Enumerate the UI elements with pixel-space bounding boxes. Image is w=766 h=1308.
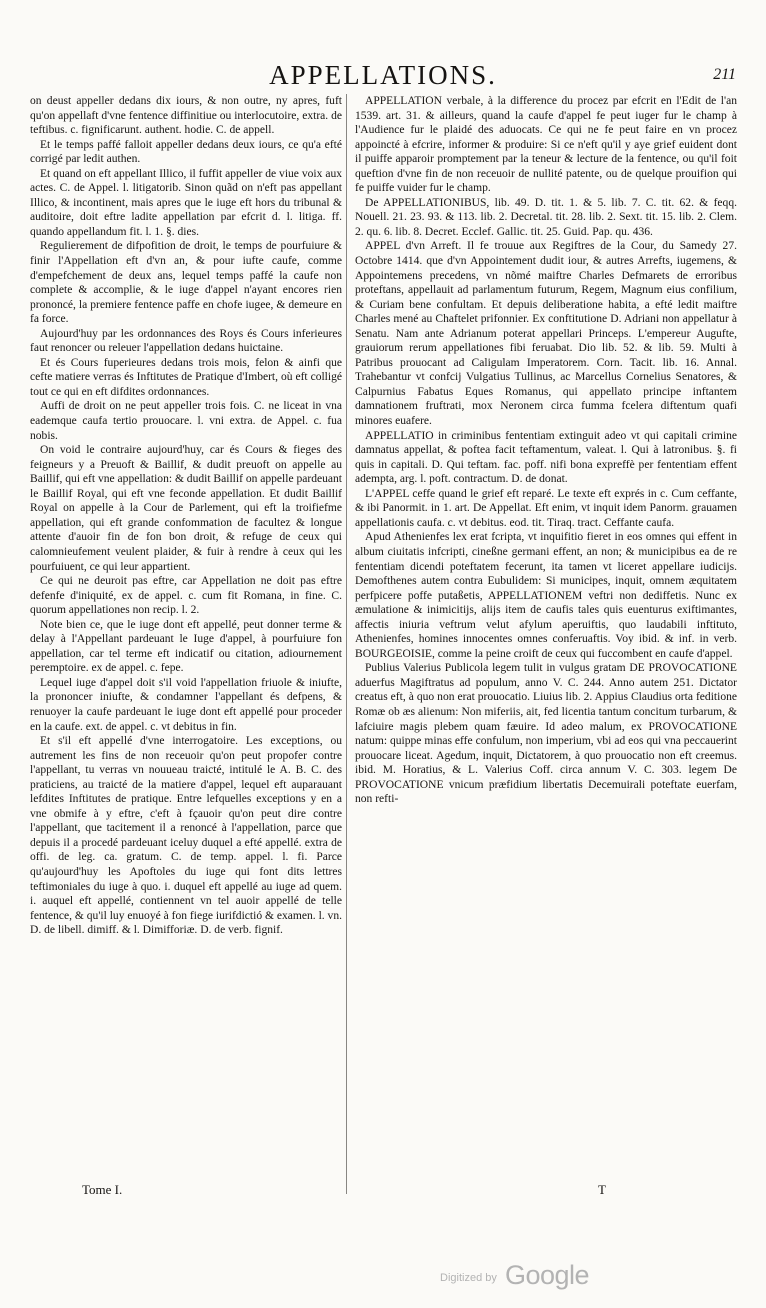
- paragraph: Note bien ce, que le iuge dont eft appellé, peut donner terme & delay à l'Appellant pardeuant le Iuge d'appel, à pourfuiure fon appellation, car tel terme eft indicatif ou citation, adiournement peremptoire. ex de appel. c. fepe.: [30, 618, 342, 675]
- running-header: [30, 60, 736, 90]
- paragraph: Lequel iuge d'appel doit s'il void l'appellation friuole & iniufte, la prononcer iniufte, & condamner l'appellant és defpens, & renuoyer la caufe pardeuant le iuge dont eft appellé pour proceder en la caufe. ext. de appel. c. vt debitus in fin.: [30, 676, 342, 733]
- page-number: 211: [713, 66, 736, 83]
- paragraph: Et és Cours fuperieures dedans trois mois, felon & ainfi que cefte matiere verras és Inftitutes de Pratique d'Imbert, où eft colligé tout ce qui en eft difdites ordonnances.: [30, 356, 342, 398]
- paragraph: APPELLATION verbale, à la difference du procez par efcrit en l'Edit de l'an 1539. art. 31. & ailleurs, quand la caufe d'appel fe peut iuger fur le champ à l'Audience fur le plaidé des aduocats. Ce qui ne fe peut faire en vn procez appoincté à efcrire, informer & produire: Si ce n'eft qu'il y aye grief euident dont il puiffe apparoir promptement par la teneur & lecture de la fentence, ou qu'il foit queftion d'vne fin de non receuoir de nullité patente, ou de quelque prouifion qui fe puiffe vuider fur le champ.: [355, 95, 737, 195]
- paragraph: Publius Valerius Publicola legem tulit in vulgus gratam DE PROVOCATIONE aduerfus Magiftratus ad populum, anno V. C. 244. Anno autem 251. Dictator creatus eft, à quo non erat prouocatio. Liuius lib. 2. Appius Claudius orta feditione Romæ ob æs alienum: Non miferiis, ait, fed licentia tantum concitum turbarum, & lafciuire magis plebem quam fæuire. Id adeo malum, ex PROVOCATIONE natum: quippe minas effe confulum, non imperium, vbi ad eos qui vna peccauerint prouocare liceat. Agedum, inquit, Dictatorem, à quo prouocatio non eft creemus. ibid. M. Horatius, & L. Valerius Coff. circa annum V. C. 303. legem De PROVOCATIONE vnicum præfidium libertatis Decemuirali poteftate euerfam, non refti-: [355, 662, 737, 806]
- page-footer: [30, 1182, 736, 1202]
- page-title: APPELLATIONS.: [269, 60, 497, 90]
- digitization-watermark: [440, 1262, 620, 1292]
- paragraph: Et quand on eft appellant Illico, il fuffit appeller de viue voix aux actes. C. de Appel. l. litigatorib. Sinon quãd on n'eft pas appellant Illico, & incontinent, mais apres que le iuge eft hors du tribunal & auditoire, doit eftre ladite appellation par efcrit d. l. litiga. ff. quando appellandum fit. l. 1. §. dies.: [30, 167, 342, 238]
- signature-mark: T: [598, 1182, 606, 1197]
- paragraph: Ce qui ne deuroit pas eftre, car Appellation ne doit pas eftre defenfe d'iniquité, ex de appel. c. cum fit Romana, in fine. C. quorum appellationes non recip. l. 2.: [30, 575, 342, 617]
- paragraph: De APPELLATIONIBUS, lib. 49. D. tit. 1. & 5. lib. 7. C. tit. 62. & feqq. Nouell. 21. 23. 93. & 113. lib. 2. Decretal. tit. 28. lib. 2. Sext. tit. 15. lib. 2. Clem. 2. qu. 6. lib. 8. Decret. Ecclef. Gallic. tit. 25. Guid. Pap. qu. 436.: [355, 196, 737, 238]
- volume-label: Tome I.: [82, 1182, 123, 1197]
- paragraph: APPELLATIO in criminibus fententiam extinguit adeo vt qui capitali crimine damnatus appellat, & poftea facit teftamentum, valeat. l. Qui à latronibus. §. fi quis in capitali. D. Qui teftam. fac. poff. nifi bona expreffè per fententiam effent adempta, arg. l. poft. contractum. D. de donat.: [355, 429, 737, 486]
- paragraph: On void le contraire aujourd'huy, car és Cours & fieges des feigneurs y a Preuoft & Baillif, & dudit preuoft on appelle au Baillif, qui eft vne appellation: & dudit Baillif on appelle pardeuant le Baillif Royal, qui eft vne feconde appellation. Et dudit Baillif Royal on appelle à la Cour de Parlement, qui eft la troifiefme appellation, qui eft grande confommation de facultez & longue attente d'auoir fin de fon bon droit, & refuge de ceux qui calomnieufement veulent plaider, & fuir à rendre à ceux qui les pourfuiuent, ce qui leur appartient.: [30, 444, 343, 573]
- paragraph: Auffi de droit on ne peut appeller trois fois. C. ne liceat in vna eademque caufa tertio prouocare. l. vni extra. de Appel. c. fua nobis.: [30, 400, 342, 442]
- paragraph: L'APPEL ceffe quand le grief eft reparé. Le texte eft exprés in c. Cum ceffante, & ibi Panormit. in 1. art. De Appellat. Eft enim, vt inquit idem Panorm. grauamen appellationis caufa. c. vt debitus. eod. tit. Tiraq. tract. Ceffante caufa.: [355, 487, 737, 529]
- google-logo: Google: [505, 1260, 590, 1290]
- paragraph: Et s'il eft appellé d'vne interrogatoire. Les exceptions, ou autrement les fins de non receuoir qu'on peut propofer contre l'appellant, tu verras vn nouueau traicté, intitulé le A. B. C. des praticiens, au traicté de la matiere d'appel, lequel eft auparauant lefdites Inftitutes de pratique. Entre lefquelles exceptions y en a vne obmife à y eftre, c'eft à fçauoir qu'on peut dire contre l'appellant, que tacitement il a renoncé à l'appellation, parce que depuis il a procedé pardeuant iceluy duquel a efté appellé. extra de offi. de leg. ca. gratum. C. de temp. appel. l. fi. Parce qu'aujourd'huy les Apoftoles du iuge qui font dits lettres teftimoniales du iuge à quo. i. duquel eft appellé au iuge ad quem. i. auquel eft appellé, contiennent vn tel auoir appellé de telle fentence, & qu'il luy enuoyé à fon fiege iurifdictió & examen. l. vn. D. de libell. dimiff. & l. Dimifforiæ. D. de verb. fignif.: [30, 735, 342, 937]
- paragraph: Apud Athenienfes lex erat fcripta, vt inquifitio fieret in eos omnes qui effent in album ciuitatis infcripti, cineßne germani effent, an non; & municipibus ea de re fententiam dicendi poteftatem fecerunt, ita tamen vt liceret appellare iudicijs. Demofthenes autem contra Eubulidem: Si municipes, inquit, omnem æquitatem perfpicere poffe putaßetis, APPELLATIONEM veftri non dediffetis. Nunc ex æmulatione & inimicitijs, alijs item de caufis tales quis euenturus exiftimantes, affectis iniuria veftrum velut afylum aperuiftis, quo laudabili inftituto, Athenienfes, homines innocentes omnes conferuaftis. Voy ibid. & inf. in verb. BOURGEOISIE, comme la peine croift de ceux qui fuccombent en caufe d'appel.: [355, 531, 737, 660]
- paragraph: Aujourd'huy par les ordonnances des Roys és Cours inferieures faut renoncer ou releuer l'appellation dedans huictaine.: [30, 327, 342, 355]
- right-column: [355, 94, 737, 807]
- paragraph: Regulierement de difpofition de droit, le temps de pourfuiure & finir l'Appellation eft d'vn an, & pour iufte caufe, comme d'empefchement de deux ans, lequel temps paffé la caufe non complete & accomplie, & le iuge d'appel n'ayant encores rien prononcé, la premiere fentence paffe en chofe iugee, & demeure en fa force.: [30, 240, 342, 326]
- column-divider: [346, 94, 347, 1194]
- paragraph: Et le temps paffé falloit appeller dedans deux iours, ce qu'a efté corrigé par ledit authen.: [30, 138, 342, 166]
- left-column: [30, 94, 342, 938]
- paragraph: APPEL d'vn Arreft. Il fe trouue aux Regiftres de la Cour, du Samedy 27. Octobre 1414. que d'vn Appointement dudit iour, & autres Arrefts, iugemens, & Appointemens precedens, vn nõmé maiftre Charles Defmarets de erroribus proteftans, appellauit ad parlamentum futurum, Regem, Magnum eius confilium, & Curiam bene confultam. Et depuis deliberatione habita, a efté ledit maiftre Charles mené au Chaftelet prifonnier. Ex conftitutione D. Adriani non appellatur à Senatu. Nam ante Adrianum poterat appellari Princeps. L'empereur Augufte, grauiorum rerum appellationes fibi feruabat. Dio lib. 52. & lib. 59. Multi à Patribus prouocant ad Caligulam Imperatorem. Corn. Tacit. lib. 16. Annal. Trahebantur vt confcij Vulgatius Tullinus, ac Marcellus Cornelius Senatores, & Calpurnius Fabatus Eques Romanus, qui appellato principe inftantem damnationem fruftrati, mox Neronem circa fumma fcelera diftentum quafi minores euafere.: [355, 240, 737, 428]
- digitized-by-label: Digitized by: [440, 1272, 497, 1284]
- paragraph: on deust appeller dedans dix iours, & non outre, ny apres, fuft qu'on appellaft d'vne fentence diffinitiue ou interlocutoire, extra. de teftibus. c. fignificarunt. authent. hodie. C. de appell.: [30, 95, 342, 137]
